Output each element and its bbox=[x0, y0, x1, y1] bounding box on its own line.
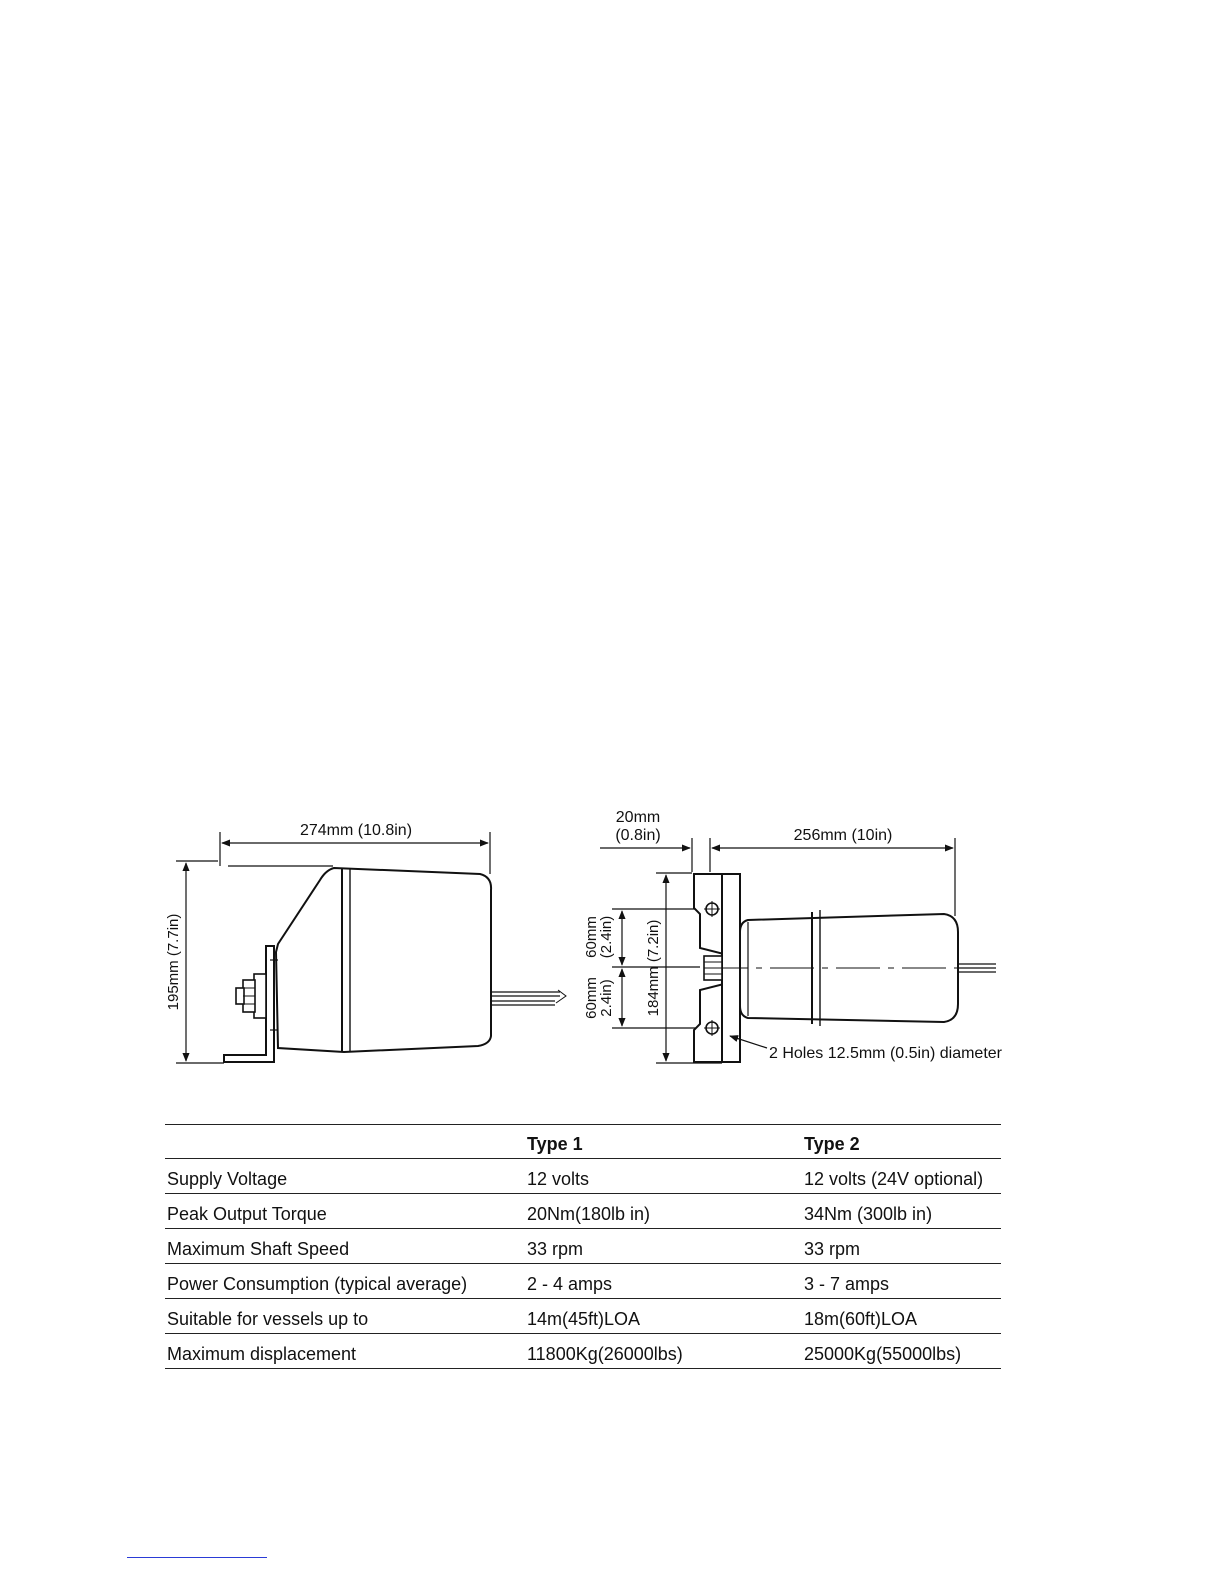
footnote-rule bbox=[127, 1557, 267, 1558]
front-lower-spacing-line2: 2.4in) bbox=[598, 979, 615, 1017]
row-label: Suitable for vessels up to bbox=[165, 1299, 525, 1334]
type-1-value: 12 volts bbox=[525, 1159, 802, 1194]
front-flange-label-line2: (0.8in) bbox=[615, 827, 661, 844]
side-length-label: 274mm (10.8in) bbox=[299, 822, 413, 839]
type-1-value: 14m(45ft)LOA bbox=[525, 1299, 802, 1334]
table-row bbox=[165, 1159, 1001, 1194]
type-1-value: 20Nm(180lb in) bbox=[525, 1194, 802, 1229]
header-label bbox=[165, 1125, 525, 1159]
type-2-value: 12 volts (24V optional) bbox=[802, 1159, 1001, 1194]
table-row bbox=[165, 1194, 1001, 1229]
type-2-value: 33 rpm bbox=[802, 1229, 1001, 1264]
front-overall-height-label: 184mm (7.2in) bbox=[645, 919, 662, 1017]
type-2-value: 3 - 7 amps bbox=[802, 1264, 1001, 1299]
type-1-value: 2 - 4 amps bbox=[525, 1264, 802, 1299]
front-length-label: 256mm (10in) bbox=[793, 827, 893, 844]
table-row bbox=[165, 1334, 1001, 1369]
table-row bbox=[165, 1229, 1001, 1264]
type-2-value: 18m(60ft)LOA bbox=[802, 1299, 1001, 1334]
front-upper-spacing-line1: 60mm bbox=[583, 916, 600, 958]
spec-table bbox=[165, 1124, 1001, 1369]
type-1-value: 11800Kg(26000lbs) bbox=[525, 1334, 802, 1369]
type-2-value: 25000Kg(55000lbs) bbox=[802, 1334, 1001, 1369]
table-row bbox=[165, 1264, 1001, 1299]
row-label: Peak Output Torque bbox=[165, 1194, 525, 1229]
side-view bbox=[176, 832, 566, 1063]
row-label: Power Consumption (typical average) bbox=[165, 1264, 525, 1299]
type-2-value: 34Nm (300lb in) bbox=[802, 1194, 1001, 1229]
table-header-row bbox=[165, 1125, 1001, 1159]
row-label: Maximum displacement bbox=[165, 1334, 525, 1369]
row-label: Maximum Shaft Speed bbox=[165, 1229, 525, 1264]
front-upper-spacing-line2: (2.4in) bbox=[598, 915, 615, 959]
front-flange-label-line1: 20mm bbox=[615, 809, 661, 826]
side-height-label: 195mm (7.7in) bbox=[165, 913, 182, 1011]
holes-note: 2 Holes 12.5mm (0.5in) diameter bbox=[769, 1045, 1002, 1062]
table-row bbox=[165, 1299, 1001, 1334]
header-type-2: Type 2 bbox=[802, 1125, 1001, 1159]
front-lower-spacing-line1: 60mm bbox=[583, 977, 600, 1019]
row-label: Supply Voltage bbox=[165, 1159, 525, 1194]
header-type-1: Type 1 bbox=[525, 1125, 802, 1159]
type-1-value: 33 rpm bbox=[525, 1229, 802, 1264]
